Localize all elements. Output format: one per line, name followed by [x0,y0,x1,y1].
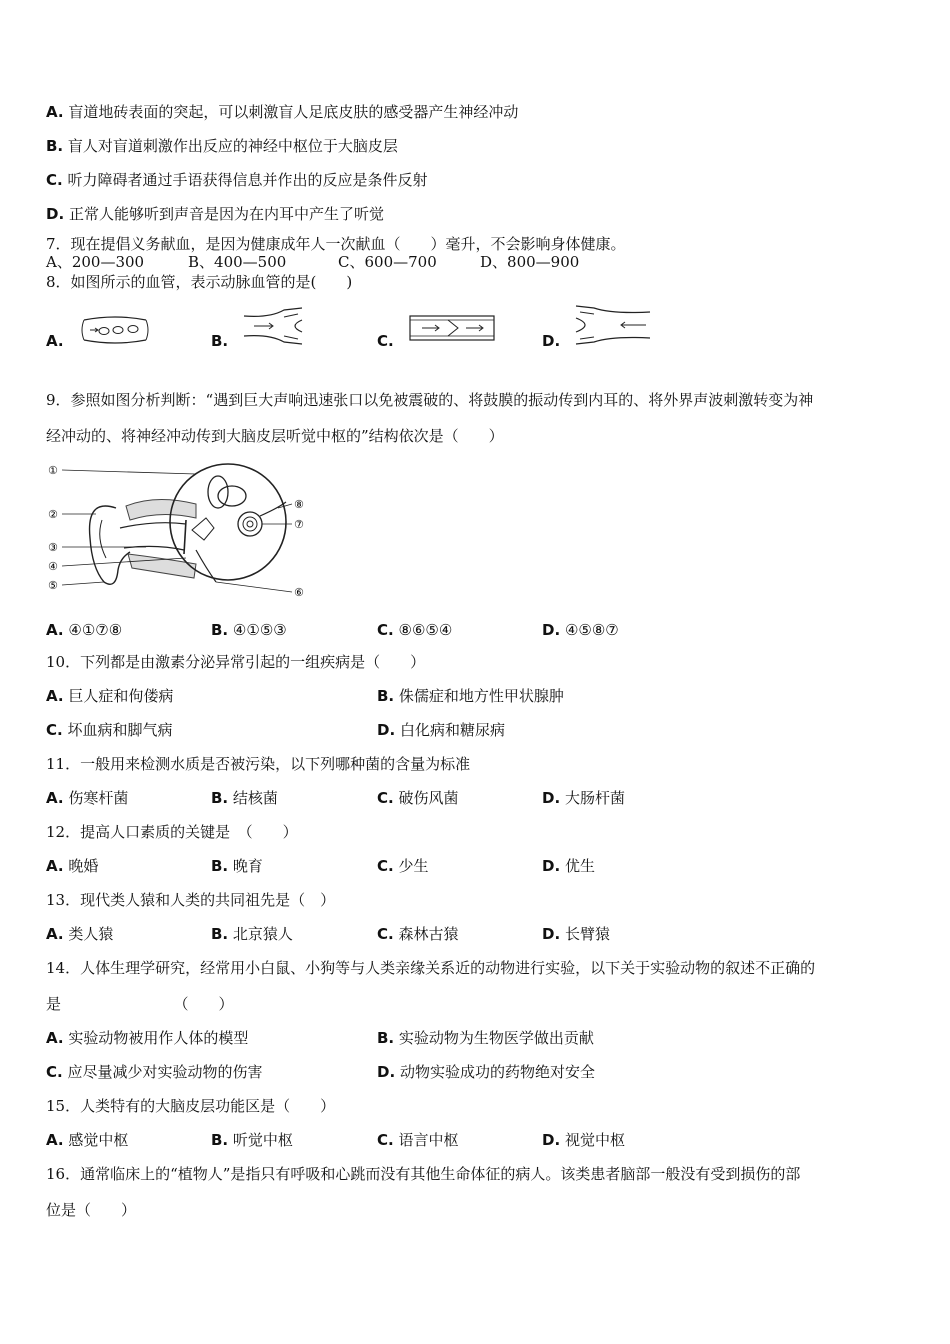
q14-option-c: C. 应尽量减少对实验动物的伤害 [46,1063,263,1081]
q14-option-d: D. 动物实验成功的药物绝对安全 [377,1063,595,1081]
ear-label-2: ② [48,508,58,521]
q14-option-a: A. 实验动物被用作人体的模型 [46,1029,249,1047]
q7-option-d: D、800—900 [480,253,580,271]
q16-stem-line2: 位是（ ） [46,1201,137,1219]
q11-stem: 11．一般用来检测水质是否被污染，以下列哪种菌的含量为标准 [46,755,471,773]
vessel-d-figure [572,302,654,348]
ear-label-5: ⑤ [48,579,58,592]
q15-option-d: D. 视觉中枢 [542,1131,625,1149]
q13-option-c: C. 森林古猿 [377,925,459,943]
q11-option-b: B. 结核菌 [211,789,278,807]
q10-stem: 10．下列都是由激素分泌异常引起的一组疾病是（ ） [46,653,426,671]
q10-option-d: D. 白化病和糖尿病 [377,721,505,739]
q9-option-a: A. ④①⑦⑧ [46,621,123,639]
q10-option-b: B. 侏儒症和地方性甲状腺肿 [377,687,564,705]
ear-diagram [46,458,318,604]
vessel-c-figure [408,312,496,344]
q6-option-b: B. 盲人对盲道刺激作出反应的神经中枢位于大脑皮层 [46,137,398,155]
q14-stem-line1: 14．人体生理学研究，经常用小白鼠、小狗等与人类亲缘关系近的动物进行实验，以下关于实验动物的叙述不正确的 [46,959,816,977]
ear-label-3: ③ [48,541,58,554]
q11-option-c: C. 破伤风菌 [377,789,459,807]
q8-label-b: B. [211,332,229,350]
q12-option-a: A. 晚婚 [46,857,99,875]
q9-option-c: C. ⑧⑥⑤④ [377,621,453,639]
q13-stem: 13．现代类人猿和人类的共同祖先是（ ） [46,891,336,909]
q10-option-a: A. 巨人症和佝偻病 [46,687,174,705]
q7-option-c: C、600—700 [338,253,437,271]
q11-option-a: A. 伤寒杆菌 [46,789,129,807]
ear-label-4: ④ [48,560,58,573]
q11-option-d: D. 大肠杆菌 [542,789,625,807]
q10-option-c: C. 坏血病和脚气病 [46,721,173,739]
vessel-a-figure [80,312,150,346]
q13-option-d: D. 长臂猿 [542,925,610,943]
vessel-b-figure [240,306,306,346]
q6-option-a: A. 盲道地砖表面的突起，可以刺激盲人足底皮肤的感受器产生神经冲动 [46,103,519,121]
q15-option-a: A. 感觉中枢 [46,1131,129,1149]
q9-option-d: D. ④⑤⑧⑦ [542,621,619,639]
q13-option-b: B. 北京猿人 [211,925,293,943]
q8-label-a: A. [46,332,64,350]
q9-stem-line1: 9．参照如图分析判断：“遇到巨大声响迅速张口以免被震破的、将鼓膜的振动传到内耳的、将外界声波刺激转变为神 [46,391,814,409]
q8-stem: 8．如图所示的血管，表示动脉血管的是( ) [46,273,353,291]
ear-label-1: ① [48,464,58,477]
q15-stem: 15．人类特有的大脑皮层功能区是（ ） [46,1097,336,1115]
q12-option-d: D. 优生 [542,857,595,875]
q13-option-a: A. 类人猿 [46,925,114,943]
q7-option-b: B、400—500 [188,253,287,271]
q8-label-d: D. [542,332,561,350]
q9-option-b: B. ④①⑤③ [211,621,287,639]
q15-option-c: C. 语言中枢 [377,1131,459,1149]
q7-stem: 7．现在提倡义务献血，是因为健康成年人一次献血（ ）毫升，不会影响身体健康。 [46,235,626,253]
q6-option-c: C. 听力障碍者通过手语获得信息并作出的反应是条件反射 [46,171,428,189]
q14-option-b: B. 实验动物为生物医学做出贡献 [377,1029,594,1047]
q8-label-c: C. [377,332,394,350]
q6-option-d: D. 正常人能够听到声音是因为在内耳中产生了听觉 [46,205,384,223]
q14-stem-line2: 是 （ ） [46,995,234,1013]
ear-label-7: ⑦ [294,518,304,531]
q12-option-b: B. 晚育 [211,857,263,875]
q15-option-b: B. 听觉中枢 [211,1131,293,1149]
q9-stem-line2: 经冲动的、将神经冲动传到大脑皮层听觉中枢的”结构依次是（ ） [46,427,504,445]
q12-stem: 12．提高人口素质的关键是 （ ） [46,823,298,841]
ear-label-6: ⑥ [294,586,304,599]
q16-stem-line1: 16．通常临床上的“植物人”是指只有呼吸和心跳而没有其他生命体征的病人。该类患者脑部一般没有受到损伤的部 [46,1165,801,1183]
q7-option-a: A、200—300 [46,253,145,271]
q12-option-c: C. 少生 [377,857,429,875]
ear-label-8: ⑧ [294,498,304,511]
